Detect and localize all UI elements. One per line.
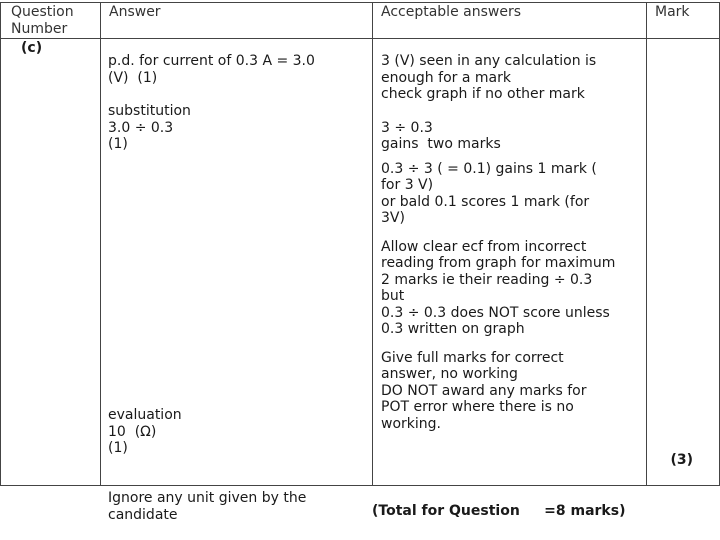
answer-substitution: substitution 3.0 ÷ 0.3 (1) <box>108 103 191 152</box>
header-acceptable-answers: Acceptable answers <box>373 3 647 39</box>
header-question-number: Question Number <box>1 3 101 39</box>
question-part: (c) <box>21 40 43 56</box>
answer-evaluation: evaluation 10 (Ω) (1) <box>108 407 182 456</box>
answer-pd: p.d. for current of 0.3 A = 3.0 (V) (1) <box>108 53 315 86</box>
question-number-cell <box>1 39 101 486</box>
acceptable-substitution: 3 ÷ 0.3 gains two marks <box>381 119 501 152</box>
header-row <box>1 3 720 39</box>
acceptable-answers-cell <box>373 39 647 486</box>
acceptable-pd: 3 (V) seen in any calculation is enough for a mark check graph if no other mark <box>381 53 597 102</box>
header-answer: Answer <box>101 3 373 39</box>
answer-unit-note: Ignore any unit given by the candidate <box>108 490 307 523</box>
mark-value: (3) <box>670 452 693 468</box>
mark-cell <box>647 39 720 486</box>
answer-cell <box>101 39 373 523</box>
answer-row <box>1 39 720 486</box>
header-mark: Mark <box>647 3 720 39</box>
acceptable-inverse: 0.3 ÷ 3 ( = 0.1) gains 1 mark ( for 3 V) or bald 0.1 scores 1 mark (for 3V) <box>381 160 597 226</box>
acceptable-evaluation: Give full marks for correct answer, no working DO NOT award any marks for POT error where there is no working. <box>381 349 587 432</box>
question-total: (Total for Question =8 marks) <box>372 503 626 519</box>
acceptable-ecf: Allow clear ecf from incorrect reading from graph for maximum 2 marks ie their reading ÷ 0.3 but 0.3 ÷ 0.3 does NOT score unless 0.3 written on graph <box>381 238 616 337</box>
